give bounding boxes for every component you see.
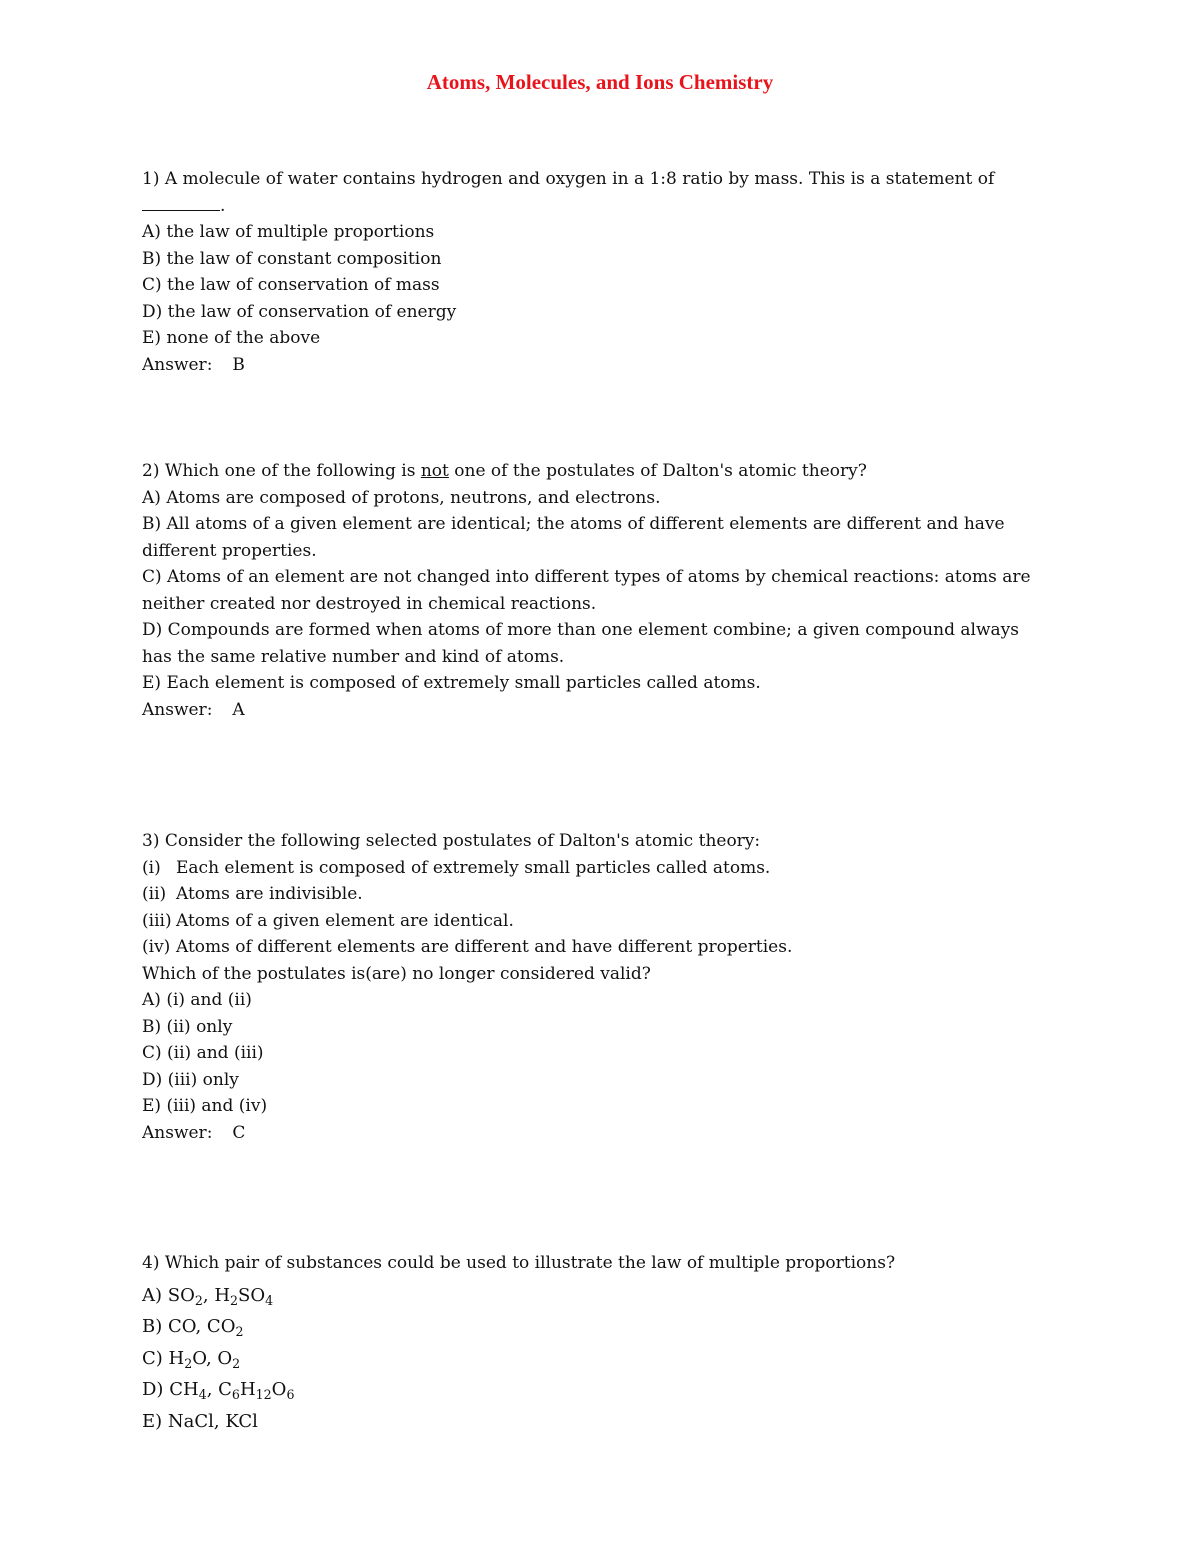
question-2 (142, 458, 1042, 723)
answer-value: C (232, 1122, 246, 1143)
question-1-stem-blank: . (142, 193, 1042, 220)
question-3-stem: 3) Consider the following selected postulates of Dalton's atomic theory: (142, 831, 761, 851)
answer-line (142, 697, 1042, 724)
option-a: A) Atoms are composed of protons, neutrons, and electrons. (142, 487, 661, 508)
answer-line (142, 1120, 1042, 1147)
option-e: E) Each element is composed of extremely small particles called atoms. (142, 673, 761, 693)
option-b: B) the law of constant composition (142, 248, 442, 269)
question-3 (142, 828, 1042, 1146)
answer-value: A (232, 699, 245, 720)
document-title: Atoms, Molecules, and Ions Chemistry (426, 70, 774, 94)
question-4-stem: 4) Which pair of substances could be used to illustrate the law of multiple proportions? (142, 1253, 896, 1273)
option-a: A) the law of multiple proportions (142, 222, 435, 242)
option-a: A) (i) and (ii) (142, 990, 252, 1010)
option-c: C) the law of conservation of mass (142, 275, 440, 295)
answer-line (142, 352, 1042, 379)
option-c: C) $H_2O$, $O_2$ (142, 1347, 241, 1371)
option-e: E) NaCl, KCl (142, 1410, 258, 1432)
option-c: C) Atoms of an element are not changed into different types of atoms by chemical reactions: atoms are neither created nor destroyed in chemical reactions. (142, 567, 1031, 614)
option-c: C) (ii) and (iii) (142, 1043, 264, 1063)
postulate-iv: (iv) Atoms of different elements are different and have different properties. (142, 937, 793, 957)
option-a: A) $SO_2$, $H_2SO_4$ (142, 1284, 274, 1308)
answer-blank (142, 196, 220, 211)
emphasis-not: not (420, 461, 449, 481)
option-e: E) none of the above (142, 328, 321, 348)
postulate-iii: (iii) Atoms of a given element are identical. (142, 910, 514, 931)
postulate-i: (i) Each element is composed of extremely small particles called atoms. (142, 857, 771, 878)
question-4 (142, 1248, 1042, 1437)
answer-label: Answer: (142, 354, 213, 375)
option-b: B) (ii) only (142, 1016, 233, 1037)
option-d: D) (iii) only (142, 1069, 239, 1090)
question-1-stem: 1) A molecule of water contains hydrogen and oxygen in a 1:8 ratio by mass. This is a statement of (142, 169, 995, 189)
option-b: B) CO, $CO_2$ (142, 1316, 244, 1339)
option-d: D) Compounds are formed when atoms of more than one element combine; a given compound always has the same relative number and kind of atoms. (142, 620, 1019, 667)
option-b: B) All atoms of a given element are identical; the atoms of different elements are different and have different properties. (142, 514, 1005, 561)
question-2-stem: 2) Which one of the following is not one of the postulates of Dalton's atomic theory? (142, 461, 867, 481)
answer-value: B (232, 354, 245, 375)
question-3-question: Which of the postulates is(are) no longer considered valid? (142, 963, 651, 984)
answer-label: Answer: (142, 1122, 213, 1143)
answer-label: Answer: (142, 699, 213, 720)
postulate-ii: (ii) Atoms are indivisible. (142, 884, 363, 904)
option-e: E) (iii) and (iv) (142, 1096, 268, 1116)
option-d: D) the law of conservation of energy (142, 301, 457, 322)
question-1 (142, 166, 1042, 378)
option-d: D) $CH_4$, $C_6H_{12}O_6$ (142, 1379, 295, 1402)
